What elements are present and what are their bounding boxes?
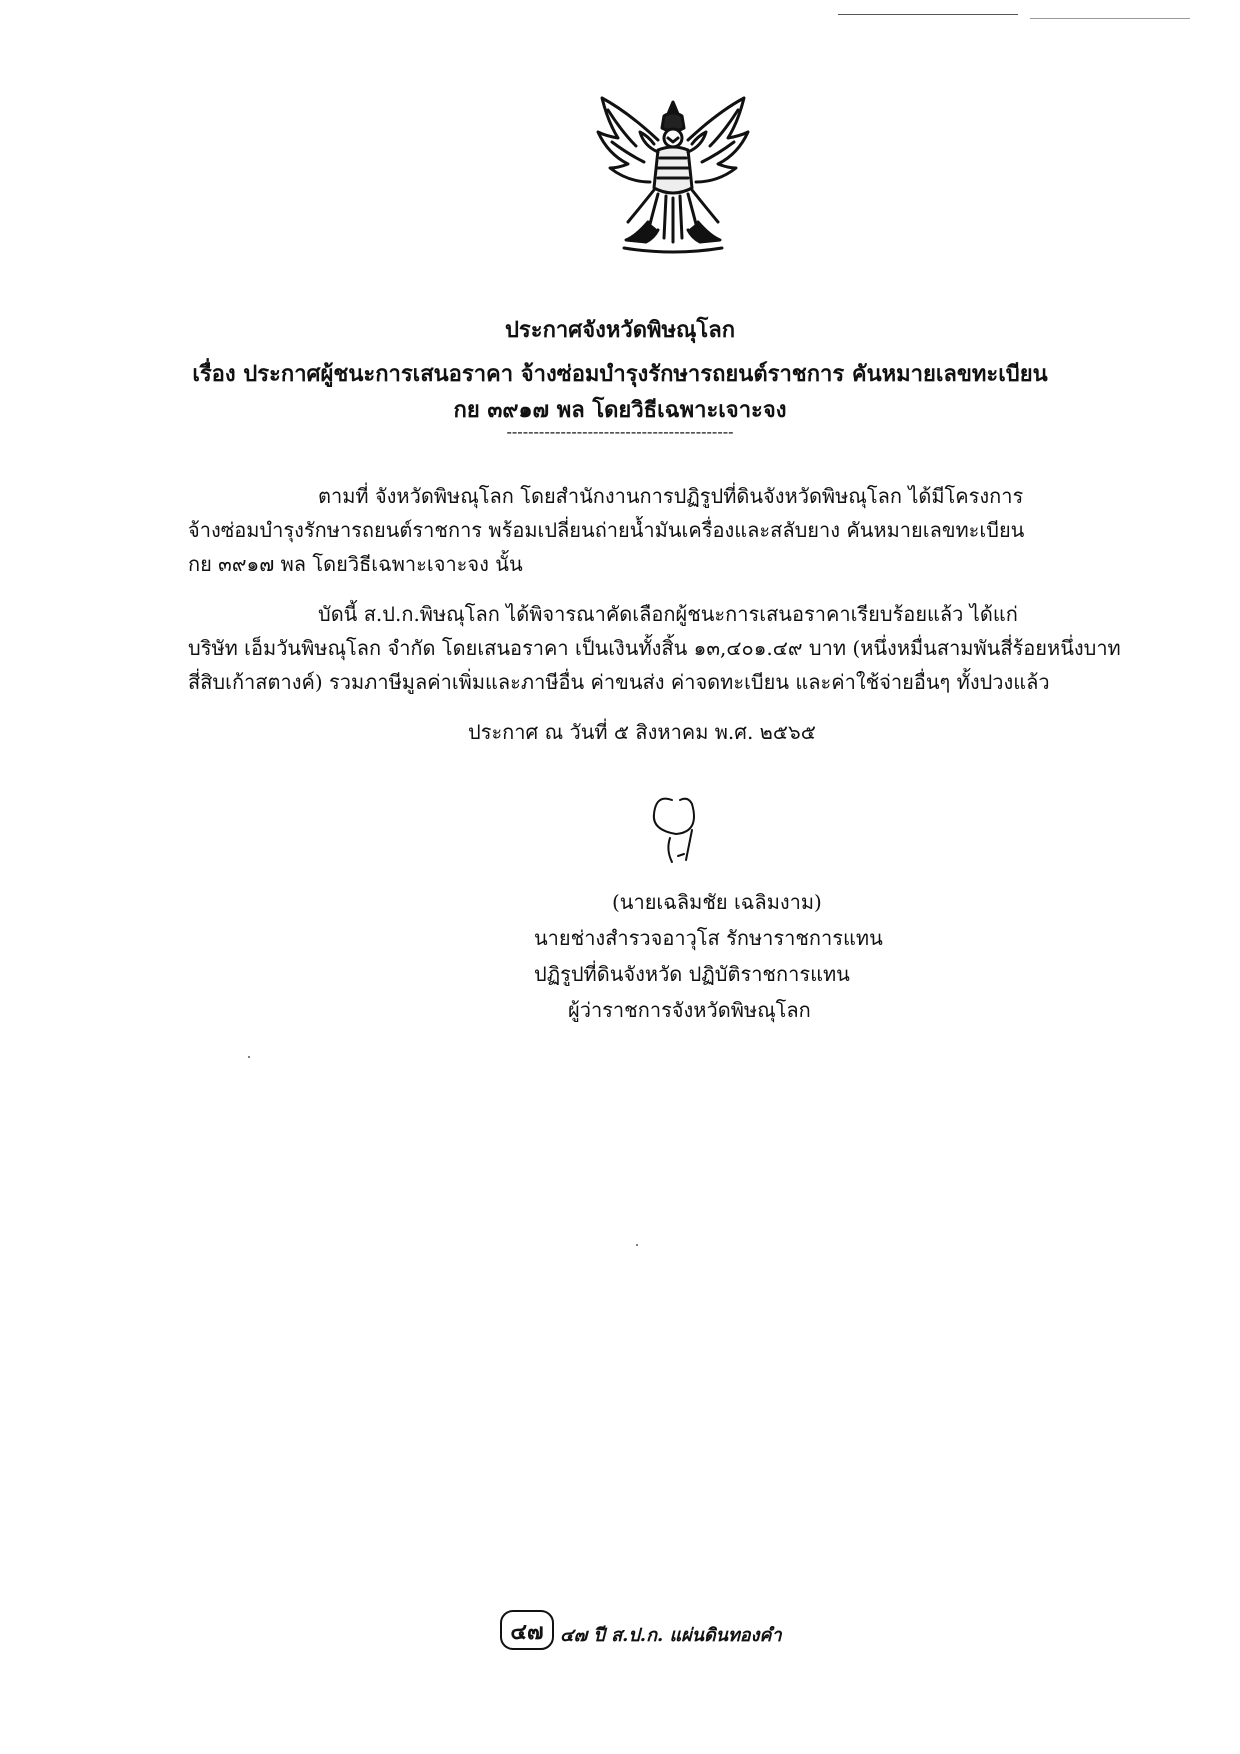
footer-slogan: ๔๗ ปี ส.ป.ก. แผ่นดินทองคำ [560, 1625, 782, 1646]
garuda-emblem-icon [588, 92, 758, 262]
announcement-date: ประกาศ ณ วันที่ ๕ สิงหาคม พ.ศ. ๒๕๖๕ [468, 720, 816, 744]
paragraph-2-line-2: บริษัท เอ็มวันพิษณุโลก จำกัด โดยเสนอราคา เป็นเงินทั้งสิ้น ๑๓,๔๐๑.๔๙ บาท (หนึ่งหมื่นสามพันสี่ร้อยหนึ่งบาท [188, 636, 1121, 660]
handwritten-signature [560, 790, 760, 870]
announcement-title: ประกาศจังหวัดพิษณุโลก [504, 317, 736, 343]
signer-position-3: ผู้ว่าราชการจังหวัดพิษณุโลก [568, 998, 811, 1022]
anniversary-logo-icon [500, 1610, 554, 1650]
paragraph-2-line-3: สี่สิบเก้าสตางค์) รวมภาษีมูลค่าเพิ่มและภาษีอื่น ค่าขนส่ง ค่าจดทะเบียน และค่าใช้จ่ายอื่นๆ ทั้งปวงแล้ว [188, 670, 1050, 694]
announcement-subject-line-1: เรื่อง ประกาศผู้ชนะการเสนอราคา จ้างซ่อมบำรุงรักษารถยนต์ราชการ คันหมายเลขทะเบียน [192, 361, 1048, 387]
scan-speck [636, 1244, 638, 1246]
paragraph-2-line-1: บัดนี้ ส.ป.ก.พิษณุโลก ได้พิจารณาคัดเลือกผู้ชนะการเสนอราคาเรียบร้อยแล้ว ได้แก่ [318, 602, 1018, 626]
scan-artifact-line [838, 14, 1018, 15]
signer-name: (นายเฉลิมชัย เฉลิมงาม) [612, 890, 822, 914]
signer-position-2: ปฏิรูปที่ดินจังหวัด ปฏิบัติราชการแทน [534, 962, 850, 986]
title-separator: ------------------------------------------ [506, 422, 734, 441]
signer-position-1: นายช่างสำรวจอาวุโส รักษาราชการแทน [534, 926, 883, 950]
footer-logo-text: ๔๗ [510, 1619, 544, 1645]
paragraph-1-line-2: จ้างซ่อมบำรุงรักษารถยนต์ราชการ พร้อมเปลี่ยนถ่ายน้ำมันเครื่องและสลับยาง คันหมายเลขทะเบียน [188, 518, 1025, 542]
paragraph-1-line-3: กย ๓๙๑๗ พล โดยวิธีเฉพาะเจาะจง นั้น [188, 552, 523, 576]
scan-speck [248, 1056, 250, 1058]
scan-artifact-line [1030, 18, 1190, 19]
announcement-subject-line-2: กย ๓๙๑๗ พล โดยวิธีเฉพาะเจาะจง [453, 397, 787, 423]
paragraph-1-line-1: ตามที่ จังหวัดพิษณุโลก โดยสำนักงานการปฏิรูปที่ดินจังหวัดพิษณุโลก ได้มีโครงการ [318, 484, 1024, 508]
